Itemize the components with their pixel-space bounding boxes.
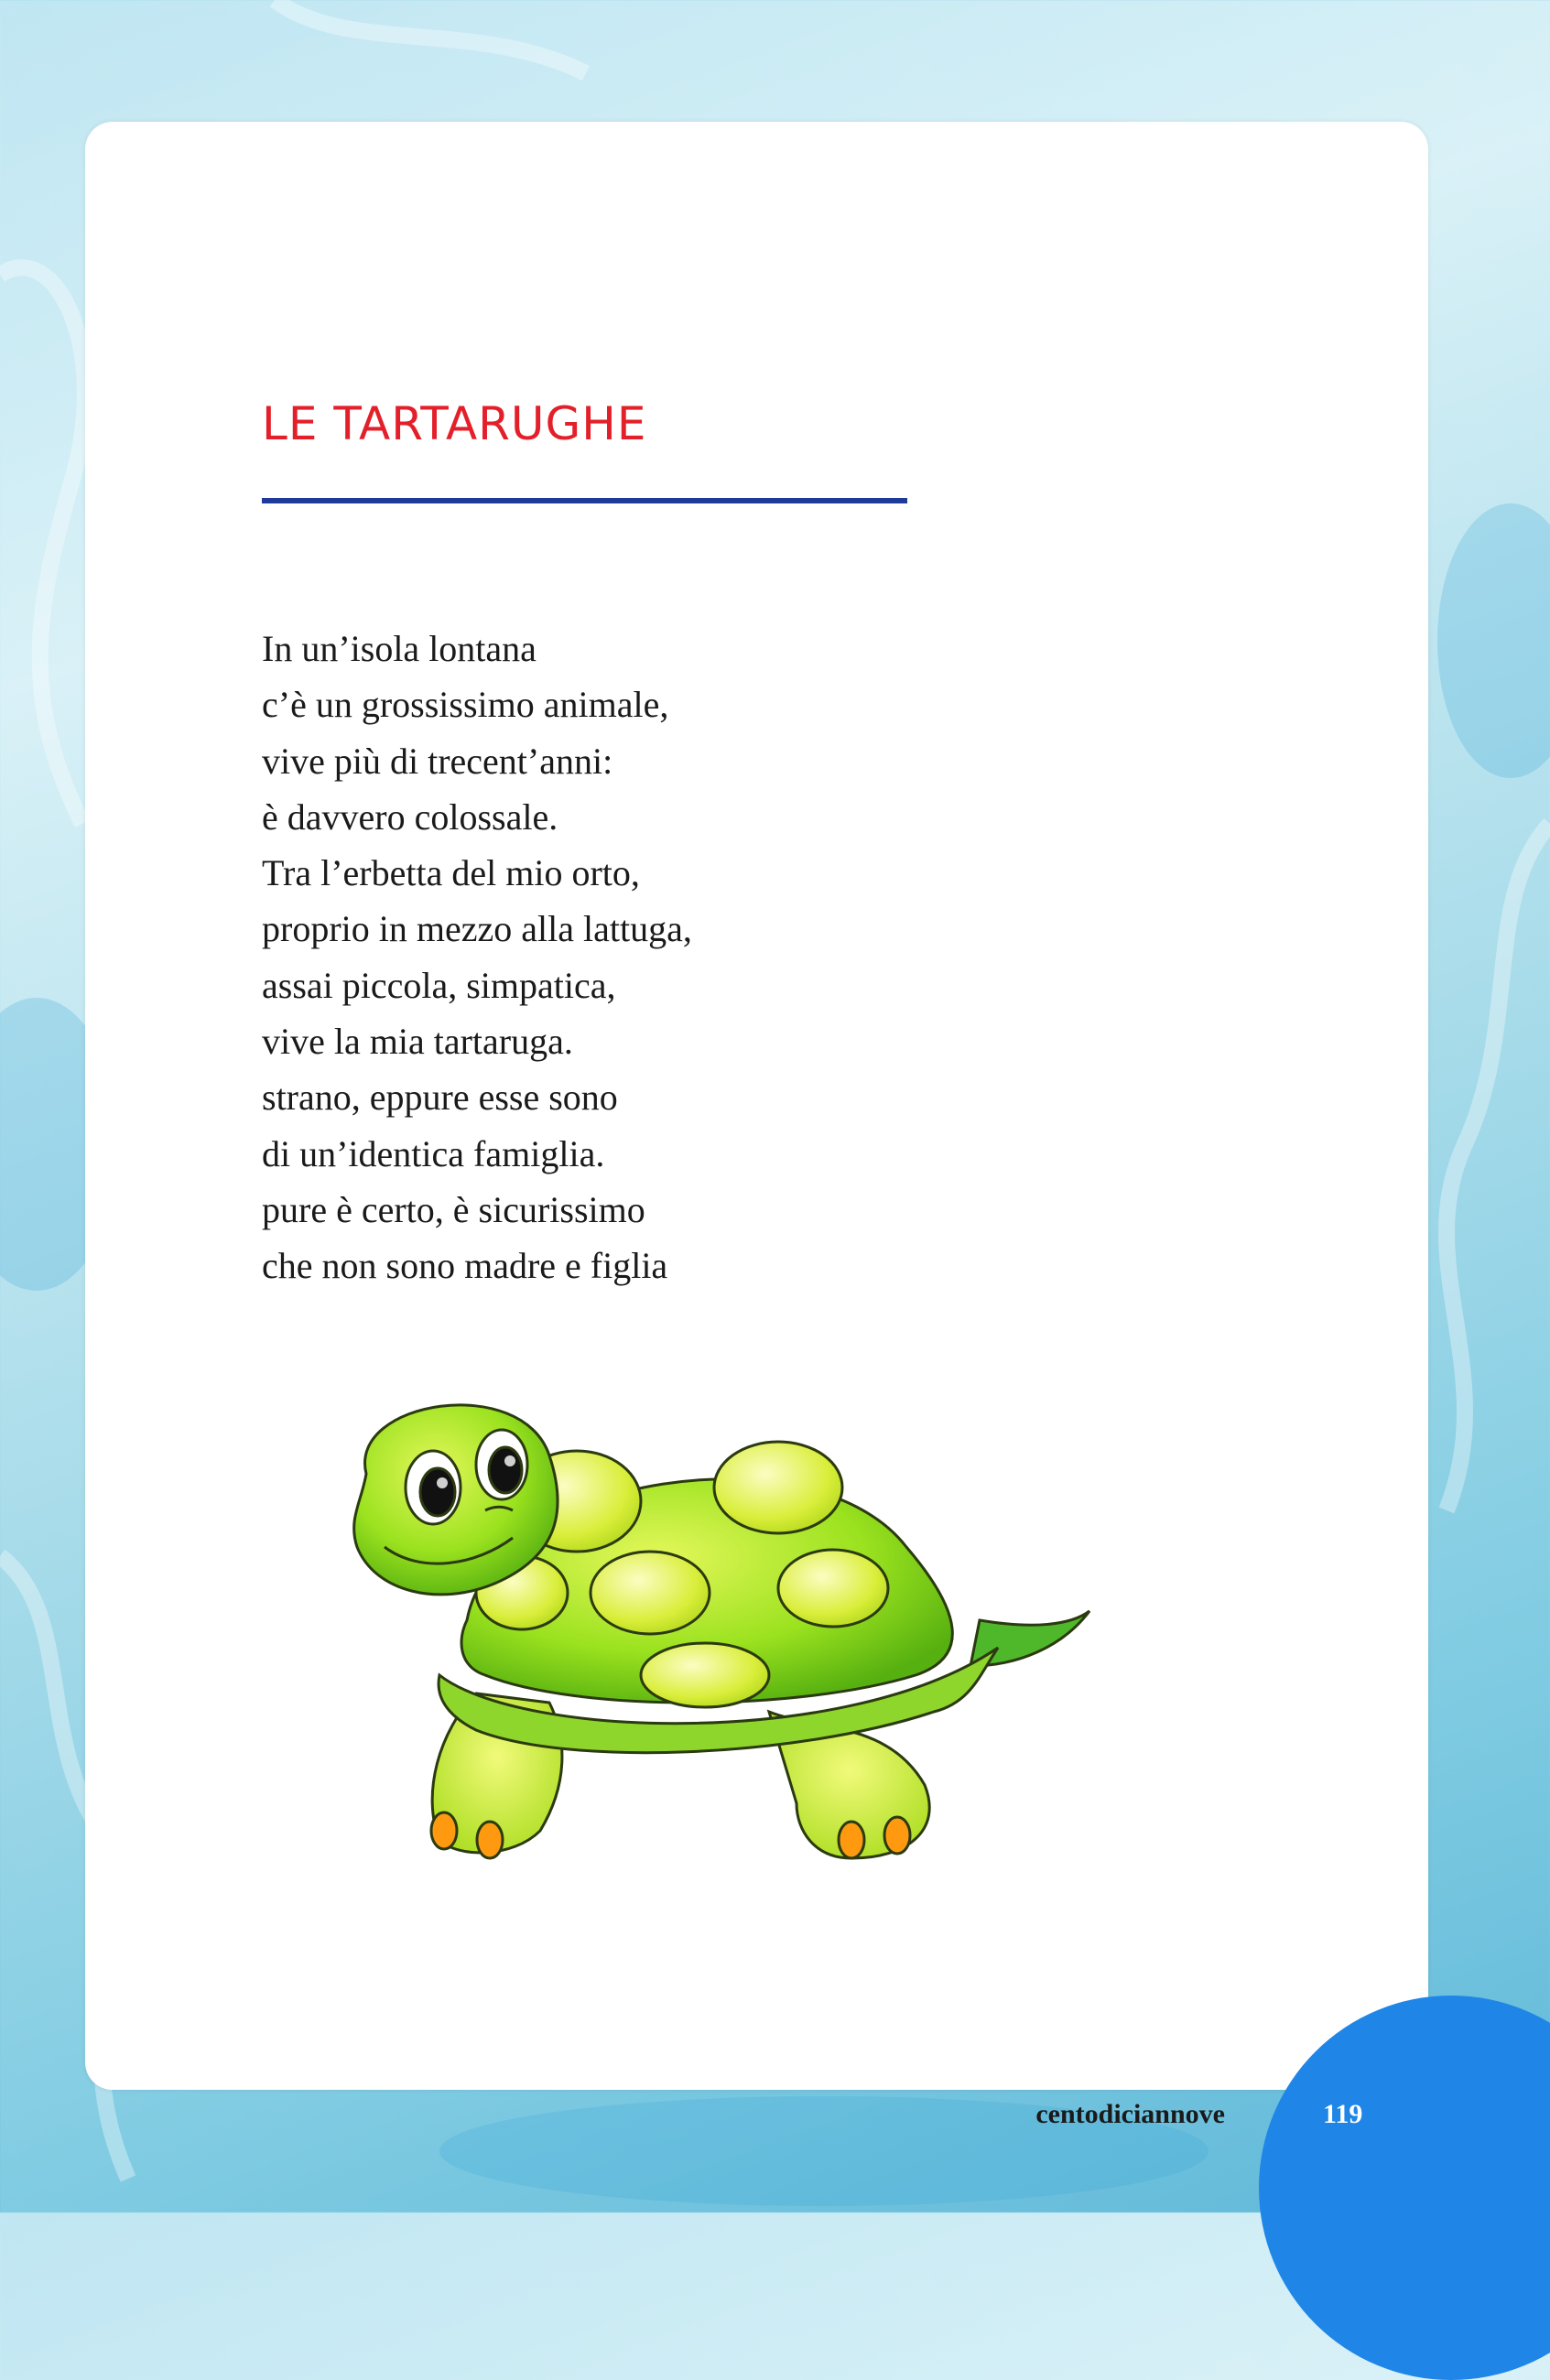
poem-title: LE TARTARUGHE — [262, 397, 647, 450]
poem-line: pure è certo, è sicurissimo — [262, 1188, 645, 1230]
poem-line: c’è un grossissimo animale, — [262, 684, 669, 726]
poem-line: di un’identica famiglia. — [262, 1132, 605, 1174]
poem-line: assai piccola, simpatica, — [262, 964, 616, 1006]
poem-body — [262, 621, 1086, 1294]
title-underline — [262, 498, 907, 503]
poem-line: In un’isola lontana — [262, 628, 537, 669]
poem-line: è davvero colossale. — [262, 795, 558, 838]
poem-line: strano, eppure esse sono — [262, 1076, 618, 1119]
turtle-illustration — [339, 1401, 1108, 1895]
poem-line: Tra l’erbetta del mio orto, — [262, 852, 640, 894]
poem-line: vive più di trecent’anni: — [262, 740, 613, 782]
poem-line: proprio in mezzo alla lattuga, — [262, 908, 692, 950]
page-number-words: centodiciannove — [1035, 2099, 1225, 2129]
poem-line: che non sono madre e figlia — [262, 1245, 668, 1287]
page-number: 119 — [1323, 2099, 1363, 2129]
poem-line: vive la mia tartaruga. — [262, 1021, 573, 1063]
